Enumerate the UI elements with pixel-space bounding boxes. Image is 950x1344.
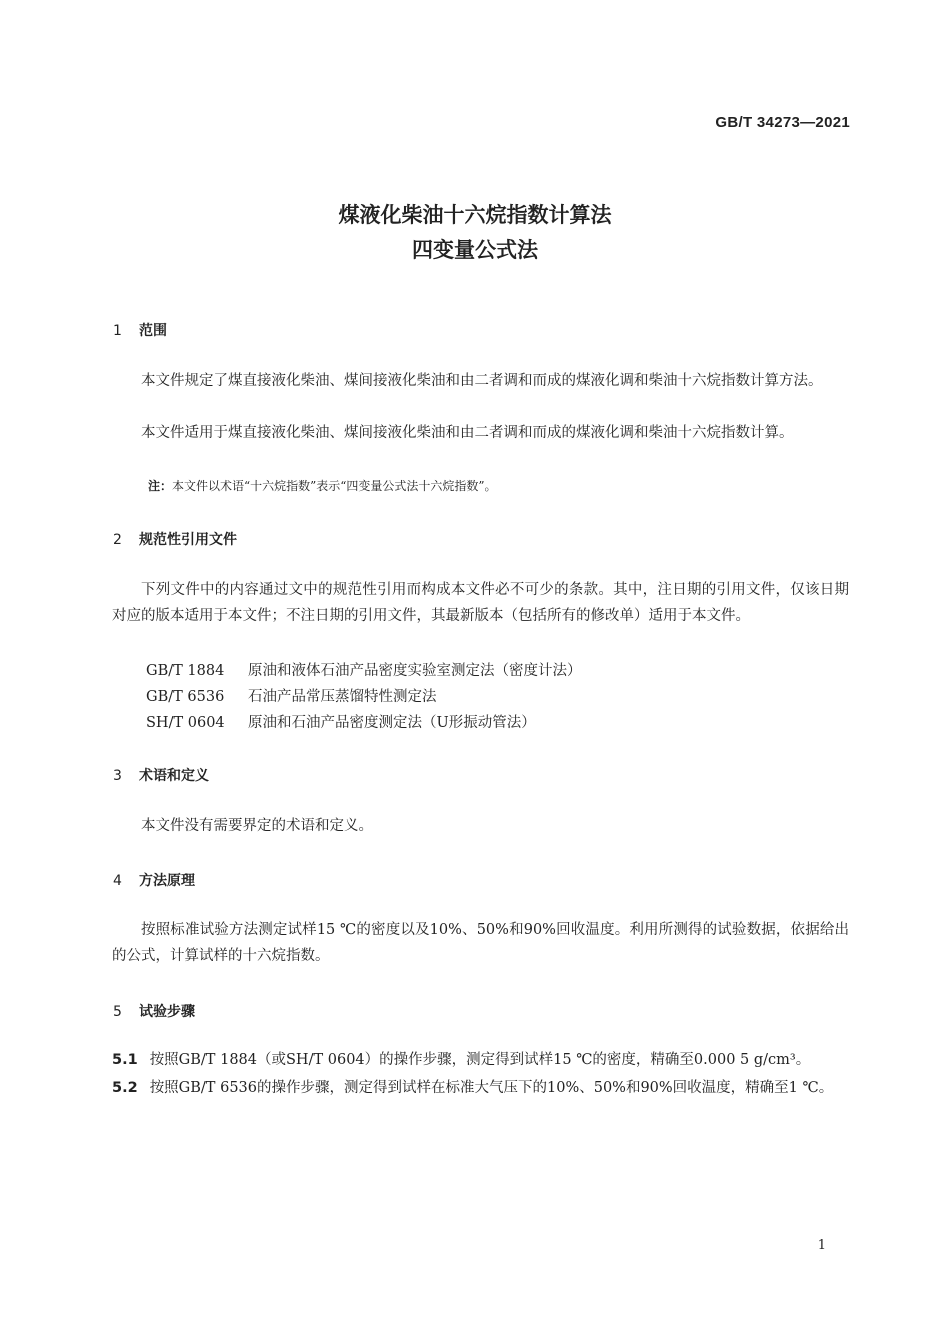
reference-code: SH/T 0604 [146, 715, 225, 731]
note-text: 本文件以术语“十六烷指数”表示“四变量公式法十六烷指数”。 [172, 479, 497, 493]
section-title: 试验步骤 [139, 1004, 195, 1020]
section-number: 3 [113, 768, 122, 784]
scope-paragraph-2: 本文件适用于煤直接液化柴油、煤间接液化柴油和由二者调和而成的煤液化调和柴油十六烷指数计算。 [141, 425, 794, 441]
reference-item [146, 711, 536, 732]
references-paragraph: 下列文件中的内容通过文中的规范性引用而构成本文件必不可少的条款。其中，注日期的引用文件，仅该日期对应的版本适用于本文件；不注日期的引用文件，其最新版本（包括所有的修改单）适用于本文件。 [112, 582, 849, 624]
scope-paragraph-1: 本文件规定了煤直接液化柴油、煤间接液化柴油和由二者调和而成的煤液化调和柴油十六烷指数计算方法。 [141, 373, 823, 389]
clause-text: 按照GB/T 6536的操作步骤，测定得到试样在标准大气压下的10%、50%和90%回收温度，精确至1 ℃。 [149, 1080, 834, 1096]
document-code: GB/T 34273—2021 [715, 114, 850, 131]
clause-5-2 [112, 1075, 849, 1101]
section-title: 范围 [139, 323, 167, 339]
note-label: 注： [148, 479, 173, 493]
scope-note [148, 477, 497, 494]
reference-title: 原油和液体石油产品密度实验室测定法（密度计法） [248, 663, 582, 679]
section-number: 2 [113, 532, 122, 548]
section-number: 5 [113, 1004, 122, 1020]
principle-paragraph: 按照标准试验方法测定试样15 ℃的密度以及10%、50%和90%回收温度。利用所测得的试验数据，依据给出的公式，计算试样的十六烷指数。 [112, 922, 849, 964]
section-title: 术语和定义 [139, 768, 209, 784]
document-title: 煤液化柴油十六烷指数计算法 [338, 203, 612, 227]
section-number: 1 [113, 323, 122, 339]
section-heading-scope [113, 320, 167, 340]
clause-number: 5.1 [112, 1052, 138, 1068]
reference-code: GB/T 6536 [146, 689, 225, 705]
section-number: 4 [113, 873, 122, 889]
document-subtitle: 四变量公式法 [412, 238, 538, 262]
section-title: 方法原理 [139, 873, 195, 889]
reference-title: 石油产品常压蒸馏特性测定法 [248, 689, 437, 705]
section-heading-normative-references [113, 529, 237, 549]
clause-number: 5.2 [112, 1080, 138, 1096]
terms-paragraph: 本文件没有需要界定的术语和定义。 [141, 818, 373, 834]
section-heading-terms [113, 765, 209, 785]
reference-item [146, 659, 582, 680]
reference-title: 原油和石油产品密度测定法（U形振动管法） [248, 715, 536, 731]
section-title: 规范性引用文件 [139, 532, 237, 548]
section-heading-procedure [113, 1001, 195, 1021]
reference-item [146, 685, 437, 706]
reference-code: GB/T 1884 [146, 663, 225, 679]
clause-5-1 [112, 1047, 849, 1073]
page-number: 1 [817, 1238, 826, 1253]
clause-text: 按照GB/T 1884（或SH/T 0604）的操作步骤，测定得到试样15 ℃的密度，精确至0.000 5 g/cm³。 [149, 1052, 811, 1068]
section-heading-principle [113, 870, 195, 890]
